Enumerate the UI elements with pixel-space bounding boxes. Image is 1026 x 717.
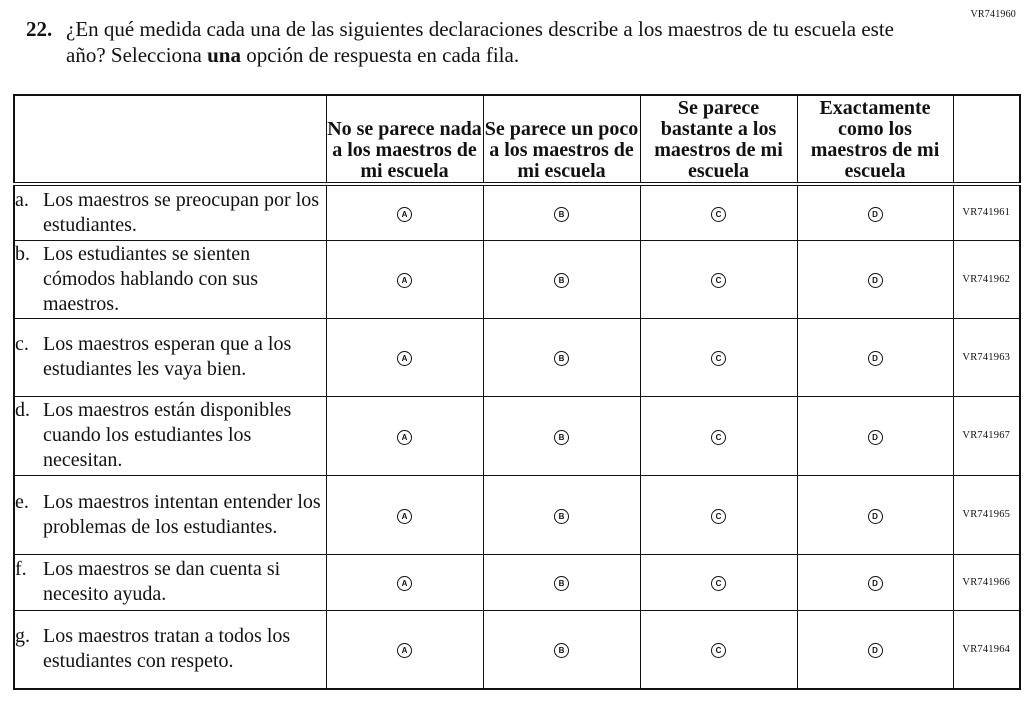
row-item-code: VR741964: [953, 610, 1020, 689]
table-row: [14, 396, 1020, 475]
option-cell: [483, 475, 640, 554]
header-row: [14, 95, 1020, 184]
statement-letter: b.: [15, 242, 30, 265]
question-text-after: opción de respuesta en cada fila.: [240, 43, 520, 67]
answer-bubble-b[interactable]: B: [554, 576, 569, 591]
answer-bubble-c[interactable]: C: [711, 273, 726, 288]
answer-bubble-a[interactable]: A: [397, 576, 412, 591]
option-cell: [640, 475, 797, 554]
statement-text: Los maestros esperan que a los estudiantes les vaya bien.: [43, 333, 292, 380]
statement-letter: c.: [15, 333, 29, 355]
option-cell: [797, 396, 953, 475]
table-row: [14, 554, 1020, 610]
statement-cell: [14, 318, 326, 396]
option-cell: [483, 184, 640, 240]
option-cell: [326, 318, 483, 396]
statement-cell: [14, 610, 326, 689]
option-cell: [640, 610, 797, 689]
statement-cell: [14, 554, 326, 610]
answer-bubble-d[interactable]: D: [868, 576, 883, 591]
question-text-emphasis: una: [207, 43, 241, 67]
option-cell: [326, 475, 483, 554]
item-code: VR741960: [970, 9, 1016, 20]
option-cell: [326, 184, 483, 240]
question-text-before: ¿En qué medida cada una de las siguientes declaraciones describe a los maestros de tu escuela este año? Selecciona: [66, 17, 894, 67]
statement-text: Los maestros se preocupan por los estudiantes.: [43, 188, 320, 236]
answer-bubble-b[interactable]: B: [554, 430, 569, 445]
answer-bubble-a[interactable]: A: [397, 430, 412, 445]
answer-bubble-d[interactable]: D: [868, 509, 883, 524]
option-cell: [640, 554, 797, 610]
option-cell: [326, 396, 483, 475]
option-cell: [797, 475, 953, 554]
answer-bubble-c[interactable]: C: [711, 351, 726, 366]
answer-bubble-b[interactable]: B: [554, 207, 569, 222]
statement-cell: [14, 475, 326, 554]
answer-bubble-b[interactable]: B: [554, 351, 569, 366]
statement-cell: [14, 184, 326, 240]
row-item-code: VR741965: [953, 475, 1020, 554]
row-item-code: VR741967: [953, 396, 1020, 475]
row-item-code: VR741962: [953, 240, 1020, 318]
option-cell: [483, 240, 640, 318]
table-row: [14, 475, 1020, 554]
statement-cell: [14, 396, 326, 475]
table-row: [14, 240, 1020, 318]
answer-bubble-b[interactable]: B: [554, 273, 569, 288]
statement-text: Los maestros están disponibles cuando los estudiantes los necesitan.: [43, 399, 292, 471]
column-header-d: Exactamente como los maestros de mi escuela: [797, 95, 953, 184]
statement-letter: g.: [15, 625, 30, 648]
table-row: [14, 184, 1020, 240]
statement-letter: d.: [15, 399, 30, 421]
table-row: [14, 610, 1020, 689]
answer-bubble-d[interactable]: D: [868, 351, 883, 366]
option-cell: [483, 610, 640, 689]
row-item-code: VR741963: [953, 318, 1020, 396]
statement-text: Los maestros intentan entender los problemas de los estudiantes.: [43, 490, 321, 538]
option-cell: [797, 318, 953, 396]
option-cell: [797, 184, 953, 240]
option-cell: [483, 318, 640, 396]
answer-bubble-a[interactable]: A: [397, 207, 412, 222]
option-cell: [640, 318, 797, 396]
option-cell: [640, 240, 797, 318]
answer-bubble-c[interactable]: C: [711, 643, 726, 658]
answer-bubble-a[interactable]: A: [397, 643, 412, 658]
column-header-c: Se parece bastante a los maestros de mi escuela: [640, 95, 797, 184]
question-text: [66, 16, 926, 68]
survey-table: [13, 94, 1021, 690]
question-number: 22.: [26, 17, 53, 41]
statement-letter: a.: [15, 188, 29, 211]
answer-bubble-c[interactable]: C: [711, 509, 726, 524]
option-cell: [640, 396, 797, 475]
answer-bubble-d[interactable]: D: [868, 273, 883, 288]
header-blank: [14, 95, 326, 184]
table-row: [14, 318, 1020, 396]
answer-bubble-d[interactable]: D: [868, 643, 883, 658]
statement-text: Los maestros se dan cuenta si necesito ayuda.: [43, 558, 281, 605]
question: [26, 16, 926, 68]
option-cell: [326, 240, 483, 318]
column-header-b: Se parece un poco a los maestros de mi escuela: [483, 95, 640, 184]
statement-text: Los maestros tratan a todos los estudiantes con respeto.: [43, 625, 291, 673]
option-cell: [483, 554, 640, 610]
header-code-blank: [953, 95, 1020, 184]
option-cell: [797, 240, 953, 318]
option-cell: [483, 396, 640, 475]
statement-text: Los estudiantes se sienten cómodos hablando con sus maestros.: [43, 242, 258, 315]
statement-letter: e.: [15, 490, 29, 513]
answer-bubble-b[interactable]: B: [554, 509, 569, 524]
answer-bubble-a[interactable]: A: [397, 273, 412, 288]
statement-cell: [14, 240, 326, 318]
answer-bubble-a[interactable]: A: [397, 351, 412, 366]
answer-bubble-c[interactable]: C: [711, 430, 726, 445]
answer-bubble-a[interactable]: A: [397, 509, 412, 524]
answer-bubble-b[interactable]: B: [554, 643, 569, 658]
option-cell: [797, 554, 953, 610]
row-item-code: VR741966: [953, 554, 1020, 610]
answer-bubble-c[interactable]: C: [711, 576, 726, 591]
answer-bubble-d[interactable]: D: [868, 430, 883, 445]
row-item-code: VR741961: [953, 184, 1020, 240]
answer-bubble-c[interactable]: C: [711, 207, 726, 222]
option-cell: [326, 610, 483, 689]
option-cell: [640, 184, 797, 240]
option-cell: [326, 554, 483, 610]
option-cell: [797, 610, 953, 689]
column-header-a: No se parece nada a los maestros de mi escuela: [326, 95, 483, 184]
answer-bubble-d[interactable]: D: [868, 207, 883, 222]
statement-letter: f.: [15, 558, 27, 580]
